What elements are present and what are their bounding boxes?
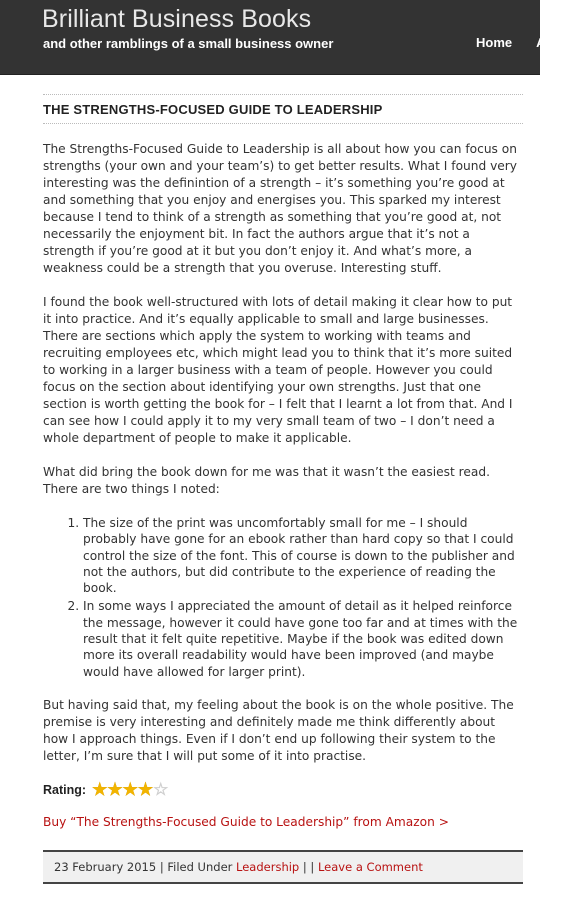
post-paragraph: What did bring the book down for me was that it wasn’t the easiest read. There are two things I noted: xyxy=(43,465,490,496)
post-content xyxy=(43,94,523,848)
post-entry xyxy=(43,141,523,831)
title-divider xyxy=(43,94,523,95)
category-link[interactable]: Leadership xyxy=(236,860,300,874)
list-item: 1. The size of the print was uncomfortably small for me – I should probably have gone for an ebook rather than hard copy so that I could control the size of the font. This of course is down to the publisher and not the authors, but did contribute to the experience of reading the book. xyxy=(83,515,523,596)
site-title[interactable]: Brilliant Business Books xyxy=(42,5,312,33)
list-item: 2. In some ways I appreciated the amount of detail as it helped reinforce the message, however it could have gone too far and at times with the result that it felt quite repetitive. Maybe if the book was edited down more its overall readability would have been improved (and maybe would have allowed for larger print). xyxy=(83,598,523,679)
star-filled-icon: ★ xyxy=(107,779,123,799)
post-paragraph: But having said that, my feeling about the book is on the whole positive. The premise is very interesting and definitely made me think differently about how I approach things. Even if I don’t end up following their system to the letter, I’m sure that I will put some of it into practise. xyxy=(43,697,514,763)
rating-stars xyxy=(92,779,169,799)
notes-list xyxy=(43,515,523,680)
nav-home[interactable]: Home xyxy=(476,35,513,50)
star-filled-icon: ★ xyxy=(122,779,138,799)
nav-item-cutoff[interactable]: A xyxy=(536,35,546,50)
main-nav xyxy=(476,35,570,50)
star-empty-icon: ☆ xyxy=(153,779,169,799)
rating xyxy=(43,779,523,799)
site-header xyxy=(0,0,546,75)
post-title[interactable]: THE STRENGTHS-FOCUSED GUIDE TO LEADERSHIP xyxy=(43,102,523,124)
filed-under-label: | Filed Under xyxy=(159,860,233,874)
star-filled-icon: ★ xyxy=(137,779,154,799)
post-paragraph: The Strengths-Focused Guide to Leadership is all about how you can focus on strengths (your own and your team’s) to get better results. What I found very interesting was the definintion of a strength – it’s something you’re good at and something that you enjoy and energises you. This sparked my interest because I tend to think of a strength as something that you’re good at, not necessarily the enjoyment bit. In fact the authors argue that it’s not a strength if you’re good at it but you don’t enjoy it. And what’s more, a weakness could be a strength that you overuse. Interesting stuff. xyxy=(43,142,518,275)
leave-comment-link[interactable]: Leave a Comment xyxy=(317,860,423,874)
star-filled-icon: ★ xyxy=(92,779,108,799)
post-meta xyxy=(43,850,523,884)
site-description: and other ramblings of a small business owner xyxy=(43,36,334,51)
rating-label: Rating: xyxy=(43,782,87,797)
buy-amazon-link[interactable]: Buy “The Strengths-Focused Guide to Leadership” from Amazon > xyxy=(43,814,449,829)
meta-separator: | | xyxy=(302,860,315,874)
post-date: 23 February 2015 xyxy=(54,860,157,874)
post-paragraph: I found the book well-structured with lots of detail making it clear how to put it into practice. And it’s equally applicable to small and large businesses. There are sections which apply the system to working with teams and recruiting employees etc, which might lead you to think that it’s more suited to working in a larger business with a team of people. However you could focus on the section about identifying your own strengths. Just that one section is worth getting the book for – I felt that I learnt a lot from that. And I can see how I could apply it to my very small team of two – I don’t need a whole department of people to make it applicable. xyxy=(43,295,513,445)
